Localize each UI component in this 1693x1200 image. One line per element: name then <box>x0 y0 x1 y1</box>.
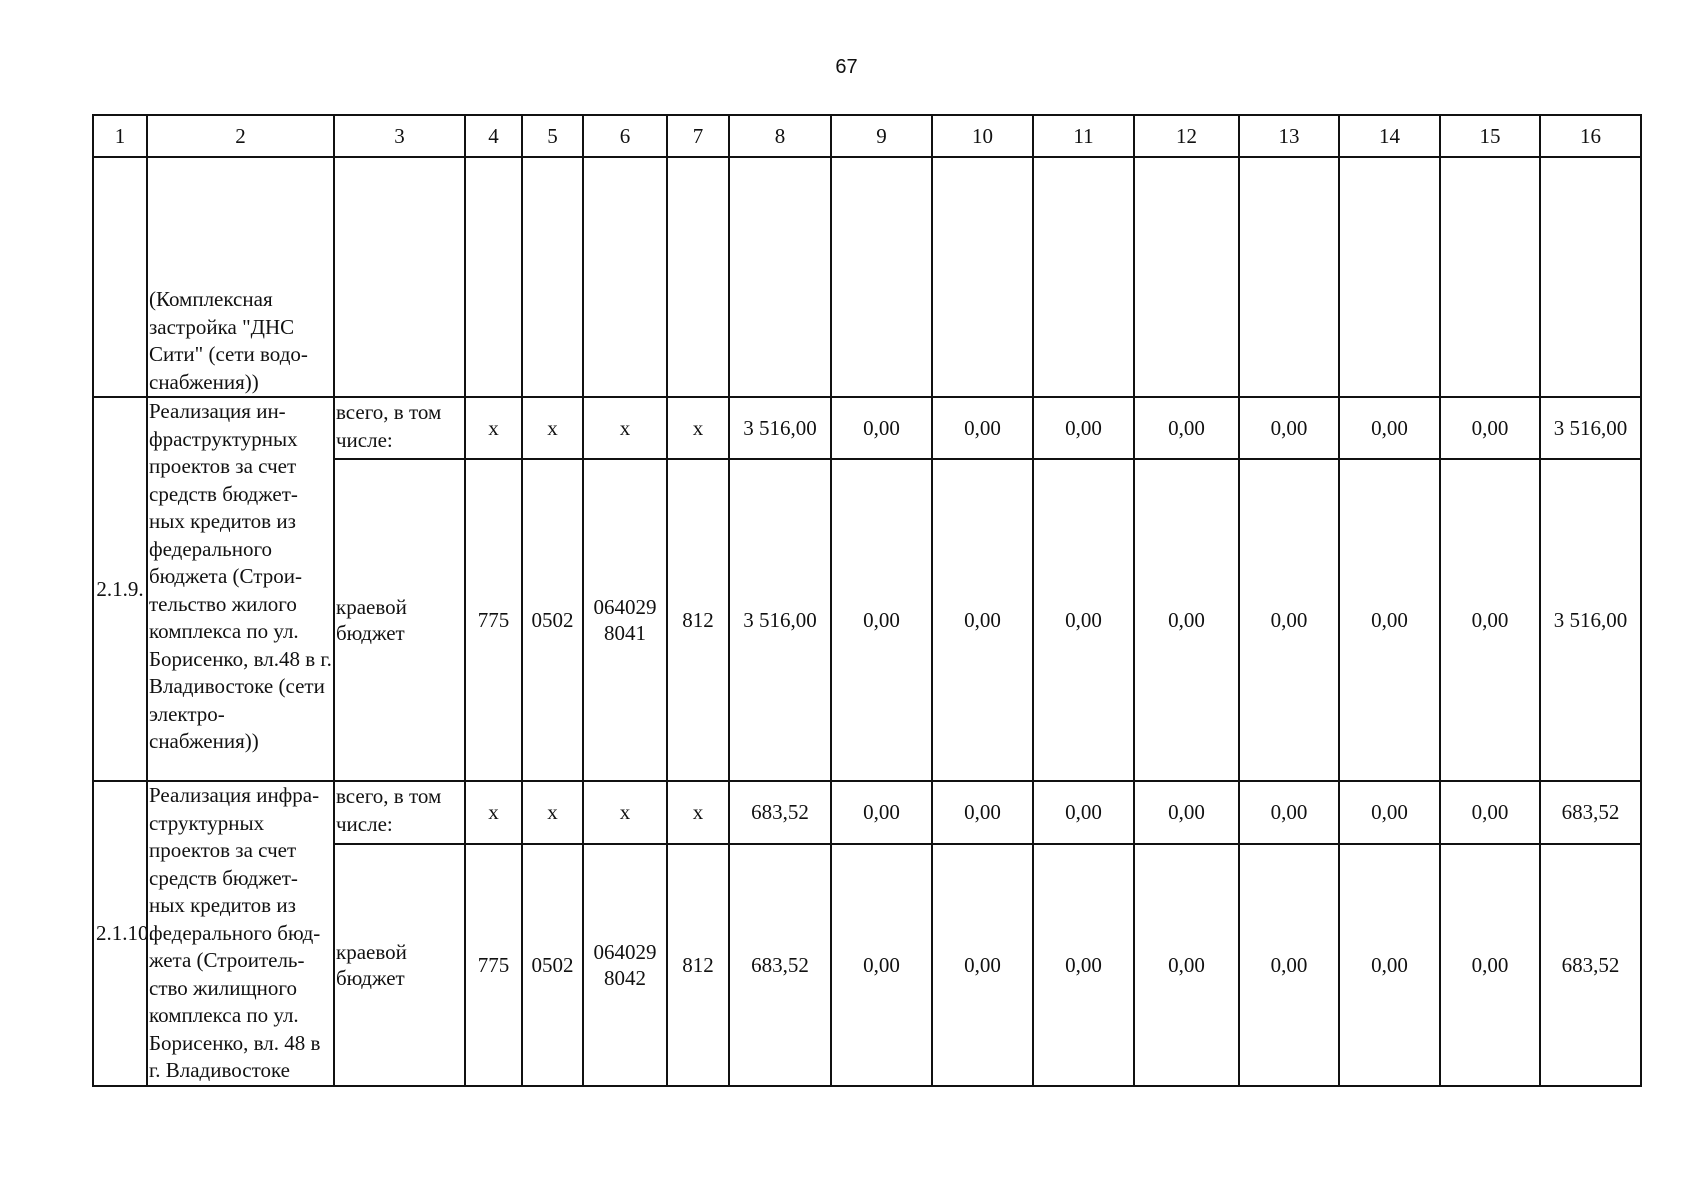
amount-cell: 0,00 <box>1239 844 1339 1086</box>
column-header: 6 <box>583 115 667 157</box>
amount-cell: 0,00 <box>1239 781 1339 844</box>
amount-cell: 0,00 <box>1339 459 1440 781</box>
column-header: 12 <box>1134 115 1239 157</box>
table-cell: x <box>465 781 522 844</box>
measure-name-cell: Реализация инфра-структурных проектов за счет средств бюджет-ных кредитов из федерального бюд-жета (Строитель-ство жилищного комплекса по ул. Борисенко, вл. 48 в г. Владивостоке <box>147 781 334 1086</box>
funding-source-cell: всего, в том числе: <box>334 397 465 459</box>
funding-source-cell: краевой бюджет <box>334 844 465 1086</box>
table-cell: x <box>522 397 583 459</box>
amount-cell: 0,00 <box>1033 781 1134 844</box>
amount-cell: 0,00 <box>1339 781 1440 844</box>
table-cell: x <box>522 781 583 844</box>
amount-cell: 683,52 <box>729 844 831 1086</box>
column-header: 14 <box>1339 115 1440 157</box>
amount-cell: 0,00 <box>1440 397 1540 459</box>
table-cell <box>1440 157 1540 397</box>
amount-cell: 0,00 <box>1134 459 1239 781</box>
page-number: 67 <box>835 56 858 78</box>
amount-cell: 683,52 <box>1540 781 1641 844</box>
amount-cell: 0,00 <box>1440 781 1540 844</box>
table-cell <box>1540 157 1641 397</box>
table-cell: 0502 <box>522 459 583 781</box>
column-header: 9 <box>831 115 932 157</box>
table-cell: x <box>667 397 729 459</box>
amount-cell: 0,00 <box>1033 397 1134 459</box>
amount-cell: 0,00 <box>831 397 932 459</box>
amount-cell: 0,00 <box>1339 844 1440 1086</box>
table-row <box>93 781 1641 844</box>
amount-cell: 0,00 <box>1033 844 1134 1086</box>
table-cell <box>583 157 667 397</box>
column-header: 8 <box>729 115 831 157</box>
amount-cell: 0,00 <box>831 781 932 844</box>
amount-cell: 0,00 <box>932 459 1033 781</box>
column-header: 1 <box>93 115 147 157</box>
amount-cell: 0,00 <box>932 844 1033 1086</box>
item-number-cell: 2.1.9. <box>93 397 147 781</box>
table-cell: x <box>667 781 729 844</box>
column-header: 2 <box>147 115 334 157</box>
table-cell: 775 <box>465 459 522 781</box>
column-header: 5 <box>522 115 583 157</box>
amount-cell: 0,00 <box>932 397 1033 459</box>
column-header: 7 <box>667 115 729 157</box>
table-cell: x <box>583 781 667 844</box>
table-row <box>93 397 1641 459</box>
amount-cell: 0,00 <box>1134 844 1239 1086</box>
code-line: 064029 <box>593 939 657 964</box>
table-cell: 0502 <box>522 844 583 1086</box>
amount-cell: 3 516,00 <box>1540 459 1641 781</box>
amount-cell: 0,00 <box>831 844 932 1086</box>
table-cell <box>1339 157 1440 397</box>
table-cell: 812 <box>667 459 729 781</box>
code-line: 8042 <box>604 965 646 990</box>
budget-table <box>92 114 1642 1087</box>
amount-cell: 0,00 <box>1134 397 1239 459</box>
table-cell <box>729 157 831 397</box>
table-cell <box>831 157 932 397</box>
table-cell <box>667 157 729 397</box>
table-cell <box>583 459 667 781</box>
amount-cell: 0,00 <box>1033 459 1134 781</box>
table-cell: 775 <box>465 844 522 1086</box>
funding-source-cell: всего, в том числе: <box>334 781 465 844</box>
code-line: 8041 <box>604 621 646 645</box>
table-cell: x <box>465 397 522 459</box>
amount-cell: 0,00 <box>831 459 932 781</box>
amount-cell: 3 516,00 <box>729 459 831 781</box>
table-cell <box>93 157 147 397</box>
table-cell: x <box>583 397 667 459</box>
measure-name-cell: (Комплексная застройка "ДНС Сити" (сети водо-снабжения)) <box>147 157 334 397</box>
measure-name-cell: Реализация ин-фраструктурных проектов за счет средств бюджет-ных кредитов из федерального бюджета (Строи-тельство жилого комплекса по ул. Борисенко, вл.48 в г. Владивостоке (сети электро-снабжения)) <box>147 397 334 781</box>
column-header: 3 <box>334 115 465 157</box>
column-header: 16 <box>1540 115 1641 157</box>
amount-cell: 0,00 <box>1239 397 1339 459</box>
table-cell <box>522 157 583 397</box>
amount-cell: 0,00 <box>1339 397 1440 459</box>
header-row <box>93 115 1641 157</box>
table-cell <box>932 157 1033 397</box>
amount-cell: 0,00 <box>932 781 1033 844</box>
amount-cell: 0,00 <box>1239 459 1339 781</box>
continuation-row <box>93 157 1641 397</box>
amount-cell: 3 516,00 <box>729 397 831 459</box>
column-header: 4 <box>465 115 522 157</box>
column-header: 10 <box>932 115 1033 157</box>
table-cell <box>1239 157 1339 397</box>
table-cell <box>1134 157 1239 397</box>
table-cell <box>334 157 465 397</box>
column-header: 13 <box>1239 115 1339 157</box>
table-cell: 812 <box>667 844 729 1086</box>
funding-source-cell: краевой бюджет <box>334 459 465 781</box>
amount-cell: 683,52 <box>1540 844 1641 1086</box>
amount-cell: 0,00 <box>1440 844 1540 1086</box>
amount-cell: 3 516,00 <box>1540 397 1641 459</box>
amount-cell: 683,52 <box>729 781 831 844</box>
amount-cell: 0,00 <box>1134 781 1239 844</box>
column-header: 15 <box>1440 115 1540 157</box>
column-header: 11 <box>1033 115 1134 157</box>
item-number-cell: 2.1.10. <box>93 781 147 1086</box>
table-cell <box>1033 157 1134 397</box>
amount-cell: 0,00 <box>1440 459 1540 781</box>
code-line: 064029 <box>593 595 657 619</box>
table-cell <box>583 844 667 1086</box>
table-cell <box>465 157 522 397</box>
